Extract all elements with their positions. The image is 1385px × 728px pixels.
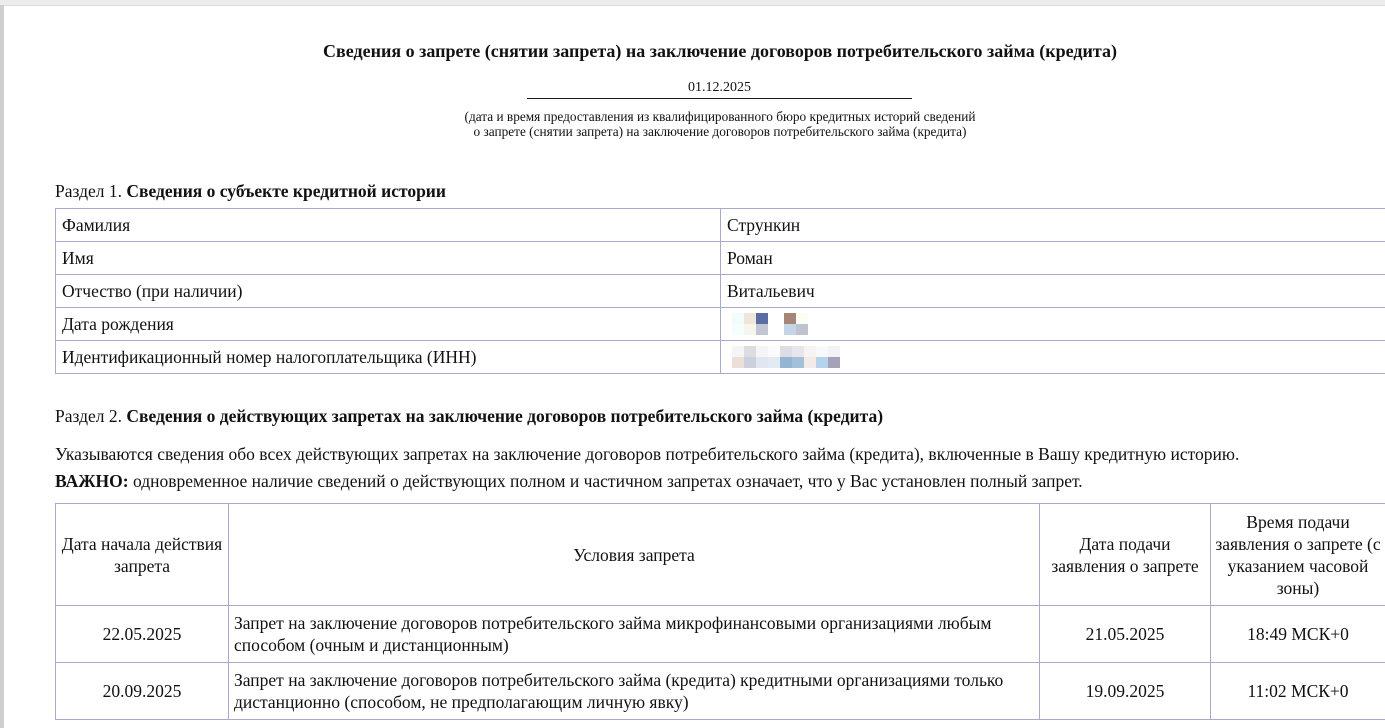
row-label: Имя [56,242,721,275]
column-header-start-date: Дата начала действия запрета [56,504,229,606]
pixelated-redaction [732,346,852,368]
table-row [56,341,1385,374]
row-label: Дата рождения [56,308,721,341]
table-row [56,209,1385,242]
section1-heading [55,181,446,202]
subject-info-table [55,208,1385,374]
important-note [55,468,1239,495]
column-header-conditions: Условия запрета [229,504,1040,606]
important-label: ВАЖНО: [55,471,129,491]
table-header-row [56,504,1385,606]
table-row [56,242,1385,275]
application-date-cell: 21.05.2025 [1040,606,1211,663]
report-date: 01.12.2025 [527,80,912,99]
caption-line-2: о запрете (снятии запрета) на заключение договоров потребительского займа (кредита) [473,124,967,139]
row-value: Роман [721,242,1385,275]
conditions-cell: Запрет на заключение договоров потребительского займа микрофинансовыми организациями любым способом (очным и дистанционным) [229,606,1040,663]
row-label: Отчество (при наличии) [56,275,721,308]
viewer-top-border [0,0,1385,6]
start-date-cell: 22.05.2025 [56,606,229,663]
start-date-cell: 20.09.2025 [56,663,229,720]
column-header-application-time: Время подачи заявления о запрете (с указанием часовой зоны) [1211,504,1385,606]
row-label: Фамилия [56,209,721,242]
row-value: Стрункин [721,209,1385,242]
note-text: Указываются сведения обо всех действующих запретах на заключение договоров потребительского займа (кредита), включенные в Вашу кредитную историю. [55,444,1240,464]
application-date-cell: 19.09.2025 [1040,663,1211,720]
section1-title: Сведения о субъекте кредитной истории [126,181,446,201]
table-row [56,606,1385,663]
section1-prefix: Раздел 1. [55,181,123,201]
table-row [56,663,1385,720]
application-time-cell: 18:49 МСК+0 [1211,606,1385,663]
section2-title: Сведения о действующих запретах на заключение договоров потребительского займа (кредита) [126,406,884,426]
important-text: одновременное наличие сведений о действующих полном и частичном запретах означает, что у Вас установлен полный запрет. [128,471,1083,491]
row-value-redacted [721,308,1385,341]
section2-note [55,441,1239,495]
row-value-redacted [721,341,1385,374]
section2-heading [55,406,883,427]
application-time-cell: 11:02 МСК+0 [1211,663,1385,720]
pixelated-redaction [732,313,808,335]
table-row [56,308,1385,341]
table-row [56,275,1385,308]
document-title: Сведения о запрете (снятии запрета) на заключение договоров потребительского займа (кредита) [323,41,1117,61]
conditions-cell: Запрет на заключение договоров потребительского займа (кредита) кредитными организациями только дистанционно (способом, не предполагающим личную явку) [229,663,1040,720]
row-label: Идентификационный номер налогоплательщика (ИНН) [56,341,721,374]
report-date-caption [0,109,1385,139]
caption-line-1: (дата и время предоставления из квалифицированного бюро кредитных историй сведений [464,109,976,124]
column-header-application-date: Дата подачи заявления о запрете [1040,504,1211,606]
section2-prefix: Раздел 2. [55,406,123,426]
row-value: Витальевич [721,275,1385,308]
active-bans-table [55,503,1385,720]
